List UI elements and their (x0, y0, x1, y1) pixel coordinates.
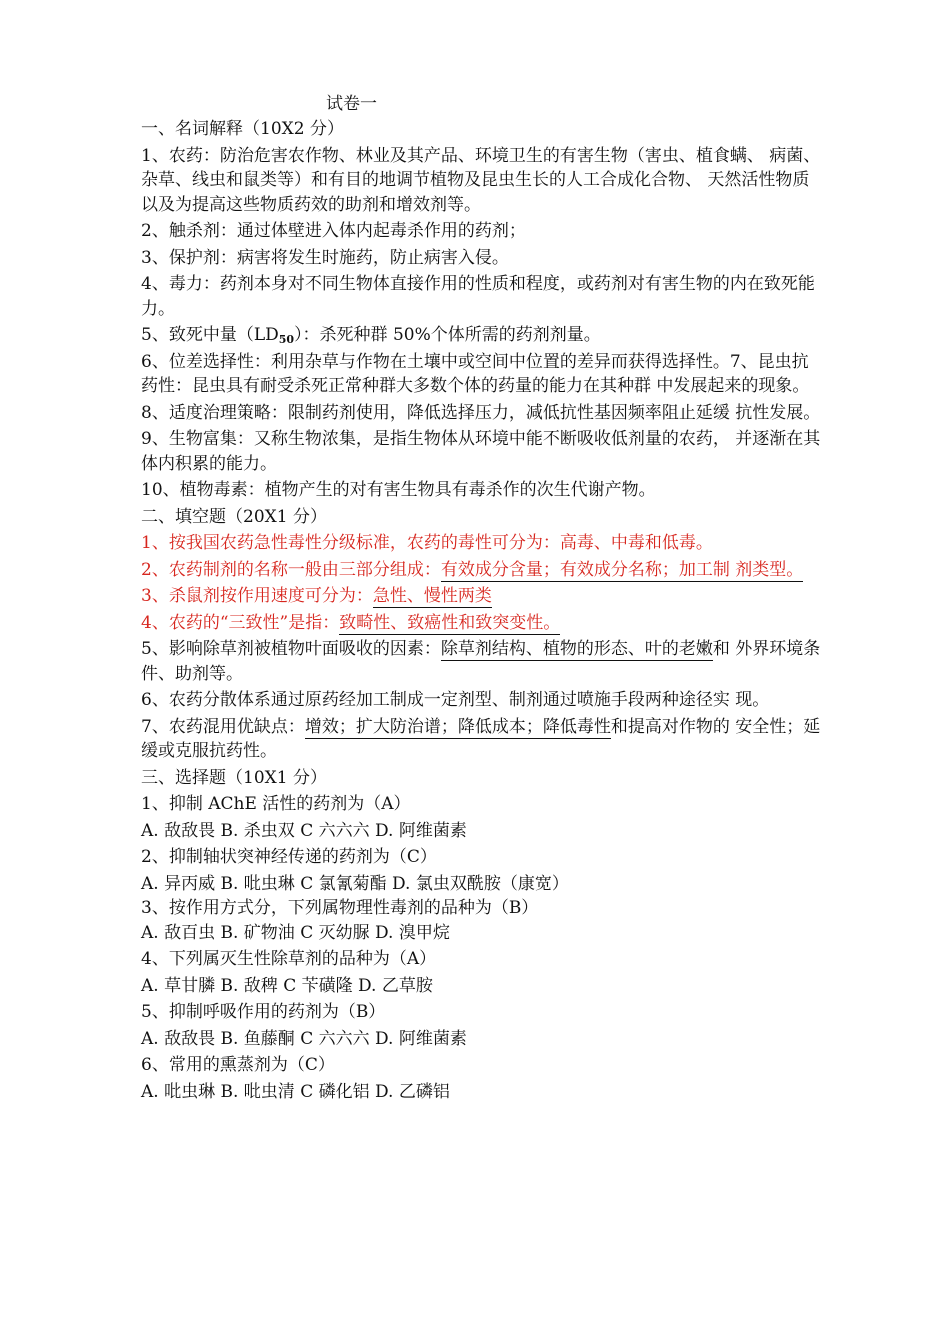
fill-4-text: 4、农药的“三致性”是指： (141, 612, 340, 633)
fill-4-answer: 致畸性、致癌性和致突变性。 (339, 612, 561, 633)
fill-5 (141, 637, 821, 686)
term-4: 4、毒力：药剂本身对不同生物体直接作用的性质和程度，或药剂对有害生物的内在致死能力。 (141, 274, 815, 319)
term-5-text-a: 5、致死中量（LD (141, 325, 279, 345)
fill-3 (141, 584, 821, 609)
fill-7-rest: 和提高对作物的 安全性；延缓或克服抗药性。 (141, 716, 821, 761)
fill-2 (141, 558, 821, 583)
section-heading-choice: 三、选择题（10X1 分） (141, 767, 327, 788)
fill-2-text: 2、农药制剂的名称一般由三部分组成： (141, 559, 441, 580)
fill-7-answer: 增效；扩大防治谱；降低成本；降低毒性 (304, 716, 611, 737)
term-2: 2、触杀剂：通过体壁进入体内起毒杀作用的药剂； (141, 221, 526, 241)
term-9: 9、生物富集：又称生物浓集，是指生物体从环境中能不断吸收低剂量的农药， 并逐渐在其体内积累的能力。 (141, 429, 821, 474)
term-3: 3、保护剂：病害将发生时施药，防止病害入侵。 (141, 247, 509, 268)
fill-5-rest: 和 外界环境条件、助剂等。 (141, 639, 821, 684)
term-5 (141, 323, 821, 348)
choice-question-2: 2、抑制轴状突神经传递的药剂为（C） (141, 847, 437, 867)
fill-3-answer: 急性、慢性两类 (372, 586, 492, 606)
fill-3-text: 3、杀鼠剂按作用速度可分为： (141, 586, 373, 606)
fill-5-text: 5、影响除草剂被植物叶面吸收的因素： (141, 639, 441, 659)
choice-question-4: 4、下列属灭生性除草剂的品种为（A） (141, 949, 437, 969)
choice-question-1: 1、抑制 AChE 活性的药剂为（A） (141, 794, 411, 814)
choice-options-4: A. 草甘膦 B. 敌稗 C 苄磺隆 D. 乙草胺 (141, 975, 433, 996)
section-heading-fill: 二、填空题（20X1 分） (141, 506, 327, 527)
term-8: 8、适度治理策略：限制药剂使用，降低选择压力，减低抗性基因频率阻止延缓 抗性发展。 (141, 402, 821, 423)
section-heading-terms: 一、名词解释（10X2 分） (141, 119, 344, 139)
fill-6: 6、农药分散体系通过原药经加工制成一定剂型、制剂通过喷施手段两种途径实 现。 (141, 690, 770, 710)
choice-options-5: A. 敌敌畏 B. 鱼藤酮 C 六六六 D. 阿维菌素 (141, 1028, 467, 1049)
fill-7 (141, 715, 821, 764)
choice-options-3: A. 敌百虫 B. 矿物油 C 灭幼脲 D. 溴甲烷 (141, 922, 450, 943)
choice-options-1: A. 敌敌畏 B. 杀虫双 C 六六六 D. 阿维菌素 (141, 820, 467, 841)
exam-content (141, 117, 821, 1106)
fill-4 (141, 611, 821, 636)
fill-5-answer: 除草剂结构、植物的形态、叶的老嫩 (440, 639, 713, 659)
term-10: 10、植物毒素：植物产生的对有害生物具有毒杀作的次生代谢产物。 (141, 480, 656, 500)
choice-question-3: 3、按作用方式分，下列属物理性毒剂的品种为（B） (141, 898, 539, 918)
exam-title: 试卷一 (326, 94, 377, 114)
term-5-text-b: ）：杀死种群 50%个体所需的药剂剂量。 (294, 325, 601, 345)
term-5-subscript: 50 (278, 333, 295, 346)
fill-1: 1、按我国农药急性毒性分级标准，农药的毒性可分为：高毒、中毒和低毒。 (141, 533, 713, 553)
choice-question-5: 5、抑制呼吸作用的药剂为（B） (141, 1002, 386, 1022)
fill-7-text: 7、农药混用优缺点： (141, 716, 305, 737)
term-6: 6、位差选择性：利用杂草与作物在土壤中或空间中位置的差异而获得选择性。7、昆虫抗药性：昆虫具有耐受杀死正常种群大多数个体的药量的能力在其种群 中发展起来的现象。 (141, 351, 810, 396)
choice-question-6: 6、常用的熏蒸剂为（C） (141, 1055, 335, 1075)
fill-2-answer: 有效成分含量；有效成分名称；加工制 剂类型。 (440, 559, 804, 580)
term-1: 1、农药：防治危害农作物、林业及其产品、环境卫生的有害生物（害虫、植食螨、 病菌、杂草、线虫和鼠类等）和有目的地调节植物及昆虫生长的人工合成化合物、 天然活性物质以及为提高这些物质药效的助剂和增效剂等。 (141, 145, 821, 215)
choice-options-6: A. 吡虫琳 B. 吡虫清 C 磷化铝 D. 乙磷铝 (141, 1081, 450, 1102)
choice-options-2: A. 异丙威 B. 吡虫琳 C 氯氰菊酯 D. 氯虫双酰胺（康宽） (141, 873, 569, 894)
